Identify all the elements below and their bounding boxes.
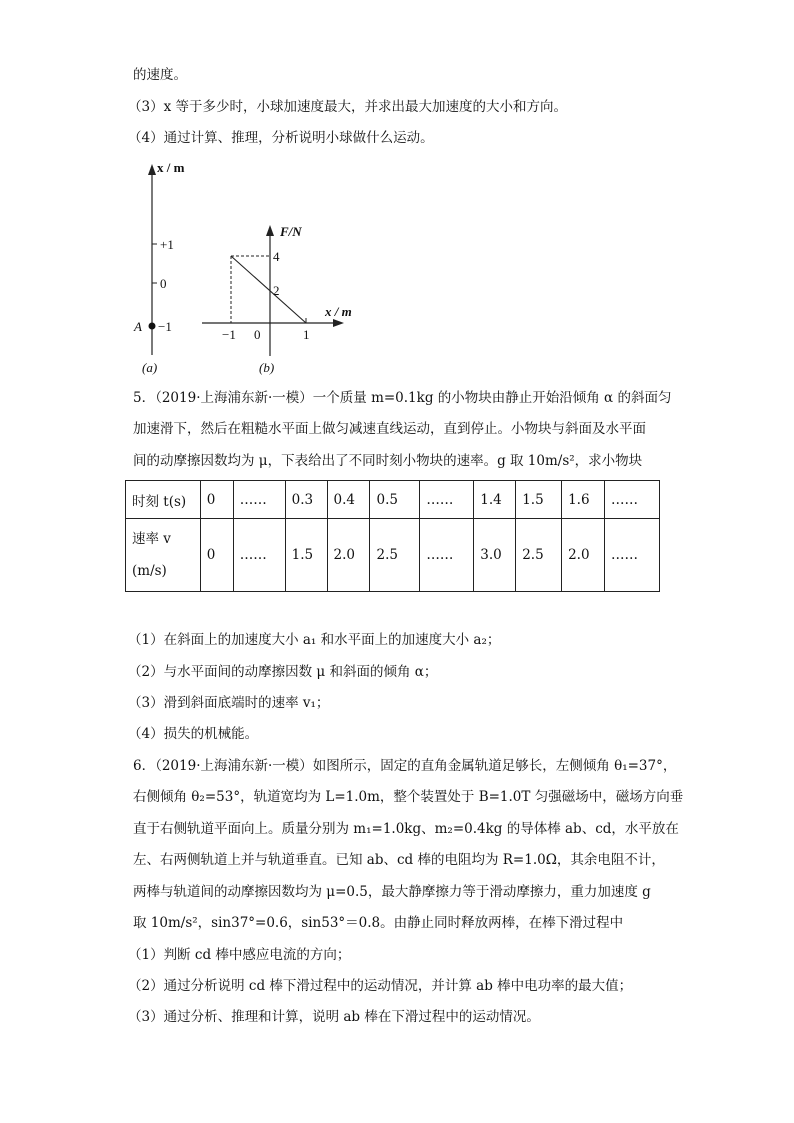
q6-line: 6．（2019·上海浦东新·一模）如图所示，固定的直角金属轨道足够长，左侧倾角 θ₁=37°，	[133, 758, 677, 774]
cell: 2.0	[327, 519, 370, 592]
tick-label: 0	[254, 327, 261, 342]
cell: 2.5	[516, 519, 562, 592]
axis-label: x / m	[157, 160, 185, 175]
tick-label: 2	[273, 283, 280, 298]
tick-label: 1	[303, 327, 310, 342]
cell: 1.5	[285, 519, 327, 592]
tick-label: +1	[160, 237, 174, 252]
q6-line: 取 10m/s²，sin37°=0.6，sin53°＝0.8。由静止同时释放两棒，在棒下滑过程中	[133, 915, 624, 931]
cell: ……	[233, 481, 285, 519]
q6-line: 左、右两侧轨道上并与轨道垂直。已知 ab、cd 棒的电阻均为 R=1.0Ω，其余电阻不计，	[133, 852, 665, 868]
q6-sub: （2）通过分析说明 cd 棒下滑过程中的运动情况，并计算 ab 棒中电功率的最大值；	[128, 978, 633, 994]
q6-line: 右侧倾角 θ₂=53°，轨道宽均为 L=1.0m，整个装置处于 B=1.0T 匀强磁场中，磁场方向垂	[133, 789, 684, 805]
cell: 1.6	[562, 481, 605, 519]
axis-label: F/N	[280, 224, 302, 239]
axis-label: x / m	[325, 304, 352, 319]
tick-label: 0	[160, 276, 167, 291]
question-4: （4）通过计算、推理，分析说明小球做什么运动。	[128, 130, 434, 146]
q6-sub: （3）通过分析、推理和计算，说明 ab 棒在下滑过程中的运动情况。	[128, 1009, 540, 1025]
tick-label: −1	[222, 327, 236, 342]
q5-sub: （4）损失的机械能。	[128, 726, 259, 742]
row-header: 时刻 t(s)	[126, 481, 201, 519]
speed-table	[125, 480, 660, 592]
cell: 1.5	[516, 481, 562, 519]
row-header	[126, 519, 201, 592]
question-3: （3）x 等于多少时，小球加速度最大，并求出最大加速度的大小和方向。	[128, 99, 567, 115]
caption-b: (b)	[259, 360, 275, 375]
figure-b	[202, 224, 352, 375]
tick-label: −1	[158, 319, 172, 334]
cell: 0	[200, 481, 233, 519]
row-header-line: 速率 v	[132, 531, 171, 547]
q5-line: 5．（2019·上海浦东新·一模）一个质量 m=0.1kg 的小物块由静止开始沿倾角 α 的斜面匀	[133, 390, 672, 406]
cell: 2.0	[562, 519, 605, 592]
table-row	[126, 481, 660, 519]
cell: 3.0	[474, 519, 516, 592]
q5-line: 间的动摩擦因数均为 μ，下表给出了不同时刻小物块的速率。g 取 10m/s²，求小物块	[133, 453, 643, 469]
table-row	[126, 519, 660, 592]
q5-line: 加速滑下，然后在粗糙水平面上做匀减速直线运动，直到停止。小物块与斜面及水平面	[133, 421, 646, 437]
cell: 0.5	[370, 481, 420, 519]
cell: ……	[605, 481, 660, 519]
cell: 0.3	[285, 481, 327, 519]
cell: 1.4	[474, 481, 516, 519]
row-header-line: (m/s)	[132, 563, 167, 579]
caption-a: (a)	[142, 360, 158, 375]
q6-sub: （1）判断 cd 棒中感应电流的方向；	[128, 947, 351, 963]
q5-sub: （1）在斜面上的加速度大小 a₁ 和水平面上的加速度大小 a₂；	[128, 632, 501, 648]
cell: ……	[420, 481, 474, 519]
q6-line: 两棒与轨道间的动摩擦因数均为 μ=0.5，最大静摩擦力等于滑动摩擦力，重力加速度 g	[133, 884, 651, 900]
cell: 0.4	[327, 481, 370, 519]
point-a	[149, 323, 156, 330]
q5-sub: （2）与水平面间的动摩擦因数 μ 和斜面的倾角 α；	[128, 664, 438, 680]
cell: 2.5	[370, 519, 420, 592]
figure-a-b	[0, 0, 794, 380]
point-label: A	[134, 319, 142, 334]
figure-a	[133, 160, 185, 375]
cell: ……	[420, 519, 474, 592]
cell: ……	[605, 519, 660, 592]
q6-line: 直于右侧轨道平面向上。质量分别为 m₁=1.0kg、m₂=0.4kg 的导体棒 ab、cd，水平放在	[133, 821, 679, 837]
tick-label: 4	[273, 249, 280, 264]
force-line	[231, 256, 306, 323]
q5-sub: （3）滑到斜面底端时的速率 v₁；	[128, 695, 330, 711]
cell: 0	[200, 519, 233, 592]
text-line: 的速度。	[133, 67, 187, 83]
cell: ……	[233, 519, 285, 592]
